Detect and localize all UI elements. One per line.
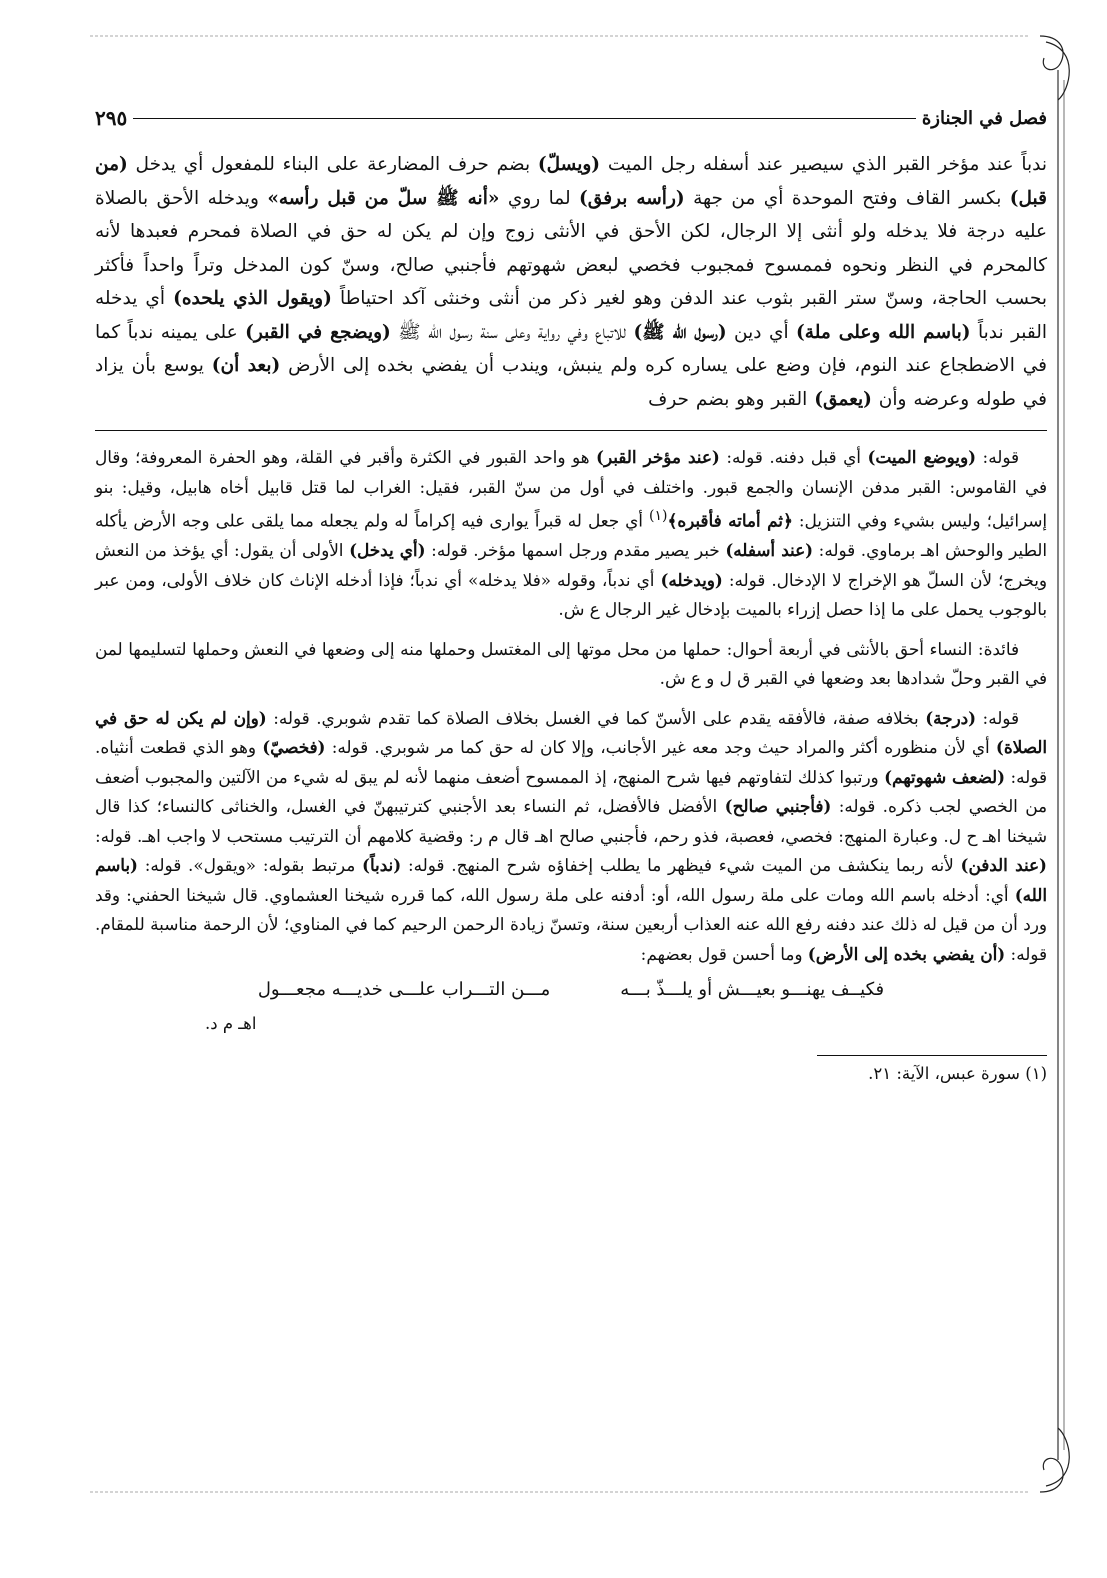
text-run: خبر يصير مقدم ورجل اسمها مؤخر. قوله: [425,540,726,561]
text-run: الأفضل فالأفضل، ثم النساء بعد الأجنبي كترتيبهنّ في الغسل، والخناثى كالنساء؛ كذا قال شيخنا اهـ ح ل. وعبارة المنهج: فخصي، فعصبة، فذو رحم، فأجنبي صالح اهـ قال م ر: وقضية كلامهم أن الترتيب مستحب لا واجب اهـ. قوله: [95,796,1047,846]
text-run: بضم حرف المضارعة على البناء للمفعول أي يدخل [127,154,538,175]
commentary-signoff: اهـ م د. [205,1014,257,1034]
poem-verse [95,979,1047,1000]
highlighted-term: (ويقول الذي يلحده) [173,288,332,309]
commentary-paragraph [95,635,1047,694]
text-run: الأولى أن يقول: أي يؤخذ من النعش ويخرج؛ لأن السلّ هو الإخراج لا الإدخال. قوله: [95,540,1047,590]
chapter-title: فصل في الجنازة [921,107,1047,129]
commentary-paragraph [95,443,1047,625]
highlighted-term: (فخصيّ) [262,737,326,758]
header-rule [133,118,916,119]
main-text [95,148,1047,416]
text-run: ورتبوا كذلك لتفاوتهم فيها شرح المنهج، إذ الممسوح أضعف منهما لأنه لم يبق له شيء من الآلتين والمجبوب أضعف من الخصي لجب ذكره. قوله: [95,766,1048,817]
text-run: قوله: [976,447,1020,467]
highlighted-term: «أنه ﷺ سلّ من قبل رأسه» [267,187,500,209]
highlighted-term: ﴿ثم أماته فأقبره﴾ [667,510,793,531]
text-run: هو واحد القبور في الكثرة وأقبر في القلة، وهو الحفرة المعروفة؛ وقال في القاموس: القبر مدفن الإنسان والجمع قبور. واختلف في أول من سنّ القبر، فقيل: الغراب لما قتل قابيل أخاه هابيل، وقيل: بنو إسرائيل؛ وليس بشيء وفي التنزيل: [95,447,1047,531]
highlighted-term: (وإن لم يكن له حق في الصلاة) [95,707,1047,758]
text-run: أي قبل دفنه. قوله: [719,447,868,467]
text-run: بكسر القاف وفتح الموحدة أي من جهة [684,187,1010,209]
highlighted-term: (عند مؤخر القبر) [596,447,720,467]
text-run: أي دين [726,321,797,343]
highlighted-term: (ويوضع الميت) [867,447,977,467]
highlighted-term: (باسم الله وعلى ملة) [796,321,971,343]
text-run: أي جعل له قبراً يوارى فيه إكراماً له ولم يجعله مما يلقى على وجه الأرض يأكله الطير والوحش اهـ برماوي. قوله: [95,510,1047,561]
highlighted-term: (ويسلّ) [537,154,601,175]
text-run: وما أحسن قول بعضهم: [640,943,808,964]
text-run: أي: أدخله باسم الله ومات على ملة رسول الله، أو: أدفنه على ملة رسول الله، كما قرره شيخنا العشماوي. قال شيخنا الحفني: وقد ورد أن من قيل له ذلك عند دفنه رفع الله عنه العذاب أربعين سنة، وتسنّ زيادة الرحمن الرحيم كما في المناوي؛ لأن الرحمة مناسبة للمقام. قوله: [95,884,1047,964]
text-run: بخلافه صفة، فالأفقه يقدم على الأسنّ كما في الغسل بخلاف الصلاة كما تقدم شوبري. قوله: [266,707,926,728]
highlighted-term: (عند الدفن) [960,855,1047,876]
text-run: أي يدخله القبر ندباً [95,288,1047,343]
highlighted-term: (لضعف شهوتهم) [884,766,1006,787]
text-run: لأنه ربما ينكشف من الميت شيء فيظهر ما يطلب إخفاؤه شرح المنهج. قوله: [401,855,961,876]
highlighted-term: (رأسه برفق) [579,187,685,209]
highlighted-term: (ويضجع في القبر) [245,321,391,343]
highlighted-term: (باسم الله) [95,855,1047,905]
text-run: لما روي [499,187,580,209]
footnote-divider [817,1055,1047,1056]
highlighted-term: (درجة) [925,707,977,728]
text-run: على يمينه ندباً كما في الاضطجاع عند النوم، فإن وضع على يساره كره ولم ينبش، ويندب أن يفضي بخده إلى الأرض [95,321,1047,376]
poem-hemistich-2: مـــن التـــراب علـــى خديـــه مجعـــول [257,979,551,1001]
page-number: ٢٩٥ [95,106,128,130]
highlighted-term: (أي يدخل) [349,540,426,561]
highlighted-term: (أن يفضي بخده إلى الأرض) [807,943,1006,964]
highlighted-term: (ويدخله) [660,569,723,590]
highlighted-term: (من قبل) [95,154,1047,209]
text-run: قوله: [976,707,1019,728]
main-text-divider [95,430,1047,431]
highlighted-term: (فأجنبي صالح) [724,796,832,817]
highlighted-term: (رسول الله ﷺ) [633,321,727,343]
text-run: فائدة: النساء أحق بالأنثى في أربعة أحوال: حملها من محل موتها إلى المغتسل وحملها منه إلى وضعها في النعش وحملها لتسليمها لمن في القبر وحلّ شدادها بعد وضعها في القبر ق ل و ع ش. [95,638,1047,689]
book-page [95,100,1047,1083]
commentary [95,443,1047,969]
highlighted-term: (عند أسفله) [725,540,814,561]
footnote-marker: (١) [649,508,668,524]
text-run: أي لأن منظوره أكثر والمراد حيث وجد معه غير الأجانب، وإلا كان له حق كما مر شوبري. قوله: [325,737,996,758]
highlighted-term: (يعمق) [814,388,872,410]
text-run: أي ندباً، وقوله «فلا يدخله» أي ندباً؛ فإذا أدخله الإناث كان خلاف الأولى، ومن عبر بالوجوب يحمل على ما إذا حصل إزراء بالميت بإدخال غير الرجال ع ش. [95,569,1047,620]
text-run: يوسع بأن يزاد في طوله وعرضه وأن [95,355,1047,410]
text-run: ويدخله الأحق بالصلاة عليه درجة فلا يدخله ولو أنثى إلا الرجال، لكن الأحق في الأنثى زوج وإن لم يكن له حق في الصلاة فمحرم فعبدها لأنه كالمحرم في النظر ونحوه فممسوح فمجبوب فخصي لبعض شهوتهم فأجنبي صالح، وسنّ كون المدخل وتراً واحداً فأكثر بحسب الحاجة، وسنّ ستر القبر بثوب عند الدفن وهو لغير ذكر من أنثى وخنثى آكد احتياطاً [95,187,1047,309]
text-run: القبر وهو بضم حرف [648,388,815,410]
text-run: مرتبط بقوله: «ويقول». قوله: [137,855,362,876]
highlighted-term: (بعد أن) [211,355,281,376]
text-run: ندباً عند مؤخر القبر الذي سيصير عند أسفله رجل الميت [600,154,1047,175]
commentary-paragraph [95,704,1047,970]
text-run: للاتباع وفي رواية وعلى سنة رسول الله ﷺ [390,321,634,343]
text-run: وهو الذي قطعت أنثياه. قوله: [95,737,1047,787]
footnote: (١) سورة عبس، الآية: ٢١. [868,1064,1047,1084]
highlighted-term: (ندباً) [362,855,402,876]
running-header [95,100,1047,136]
poem-hemistich-1: فكيــف يهنـــو بعيـــش أو يلـــذّ بـــه [620,979,885,1001]
